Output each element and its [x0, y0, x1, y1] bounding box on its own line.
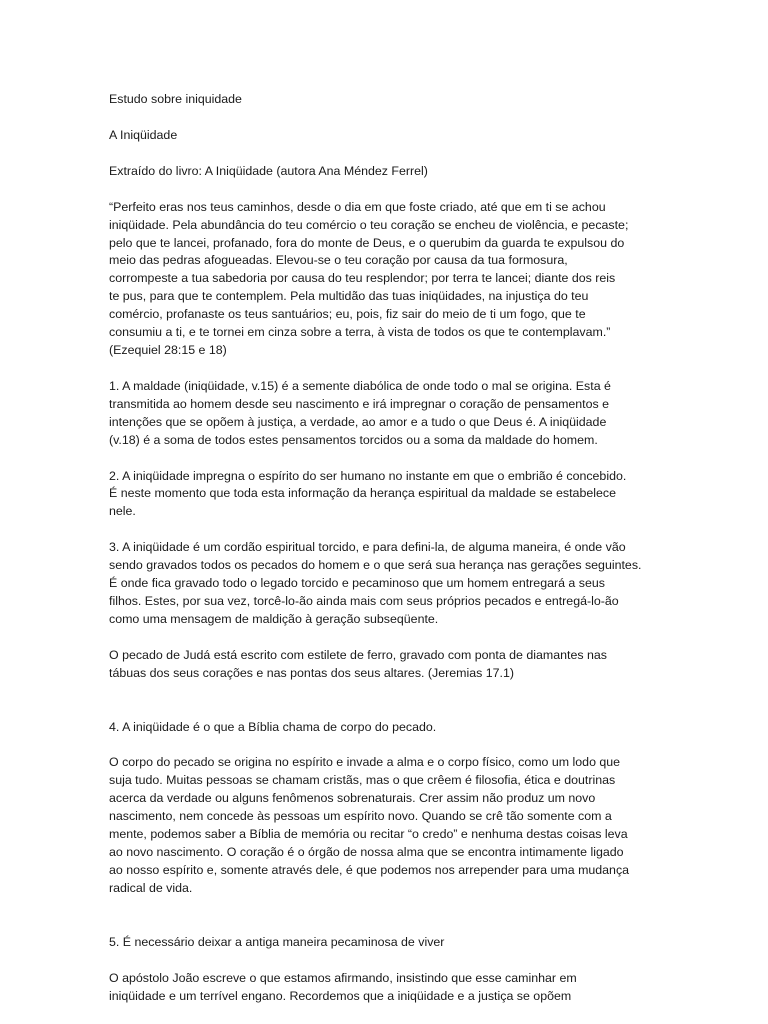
document-body	[109, 91, 661, 1005]
point-3-paragraph: 3. A iniqüidade é um cordão espiritual torcido, e para defini-la, de alguma maneira, é onde vão sendo gravados todos os pecados do homem e o que será sua herança nas gerações seguintes. É onde fica gravado todo o legado torcido e pecaminoso que um homem entregará a seus filhos. Estes, por sua vez, torcê-lo-ão ainda mais com seus próprios pecados e entregá-lo-ão como uma mensagem de maldição à geração subseqüente.	[109, 540, 642, 626]
point-2-paragraph: 2. A iniqüidade impregna o espírito do ser humano no instante em que o embrião é concebido. É neste momento que toda esta informação da herança espiritual da maldade se estabelece nele.	[109, 468, 627, 519]
quote-paragraph: “Perfeito eras nos teus caminhos, desde o dia em que foste criado, até que em ti se achou iniqüidade. Pela abundância do teu comércio o teu coração se encheu de violência, e pecaste; pelo que te lancei, profanado, fora do monte de Deus, e o querubim da guarda te expulsou do meio das pedras afogueadas. Elevou-se o teu coração por causa da tua formosura, corrompeste a tua sabedoria por causa do teu resplendor; por terra te lancei; diante dos reis te pus, para que te contemplem. Pela multidão das tuas iniqüidades, na injustiça do teu comércio, profanaste os teus santuários; eu, pois, fiz sair do meio de ti um fogo, que te consumiu a ti, e te tornei em cinza sobre a terra, à vista de todos os que te contemplavam.” (Ezequiel 28:15 e 18)	[109, 199, 629, 357]
point-4-heading: 4. A iniqüidade é o que a Bíblia chama de corpo do pecado.	[109, 719, 437, 734]
john-paragraph: O apóstolo João escreve o que estamos afirmando, insistindo que esse caminhar em iniqüidade e um terrível engano. Recordemos que a iniqüidade e a justiça se opõem	[109, 970, 577, 1003]
juda-paragraph: O pecado de Judá está escrito com estilete de ferro, gravado com ponta de diamantes nas tábuas dos seus corações e nas pontas dos seus altares. (Jeremias 17.1)	[109, 647, 607, 680]
source-line: Extraído do livro: A Iniqüidade (autora Ana Méndez Ferrel)	[109, 163, 428, 178]
point-5-heading: 5. É necessário deixar a antiga maneira pecaminosa de viver	[109, 934, 445, 949]
section-heading: A Iniqüidade	[109, 127, 178, 142]
document-title: Estudo sobre iniquidade	[109, 92, 242, 106]
point-1-paragraph: 1. A maldade (iniqüidade, v.15) é a semente diabólica de onde todo o mal se origina. Esta é transmitida ao homem desde seu nascimento e irá impregnar o coração de pensamentos e intenções que se opõem à justiça, a verdade, ao amor e a tudo o que Deus é. A iniqüidade (v.18) é a soma de todos estes pensamentos torcidos ou a soma da maldade do homem.	[109, 378, 611, 447]
body-of-sin-paragraph: O corpo do pecado se origina no espírito e invade a alma e o corpo físico, como um lodo que suja tudo. Muitas pessoas se chamam cristãs, mas o que crêem é filosofia, ética e doutrinas acerca da verdade ou alguns fenômenos sobrenaturais. Crer assim não produz um novo nascimento, nem concede às pessoas um espírito novo. Quando se crê tão somente com a mente, podemos saber a Bíblia de memória ou recitar “o credo” e nenhuma destas coisas leva ao novo nascimento. O coração é o órgão de nossa alma que se encontra intimamente ligado ao nosso espírito e, somente através dele, é que podemos nos arrepender para uma mudança radical de vida.	[109, 755, 630, 895]
